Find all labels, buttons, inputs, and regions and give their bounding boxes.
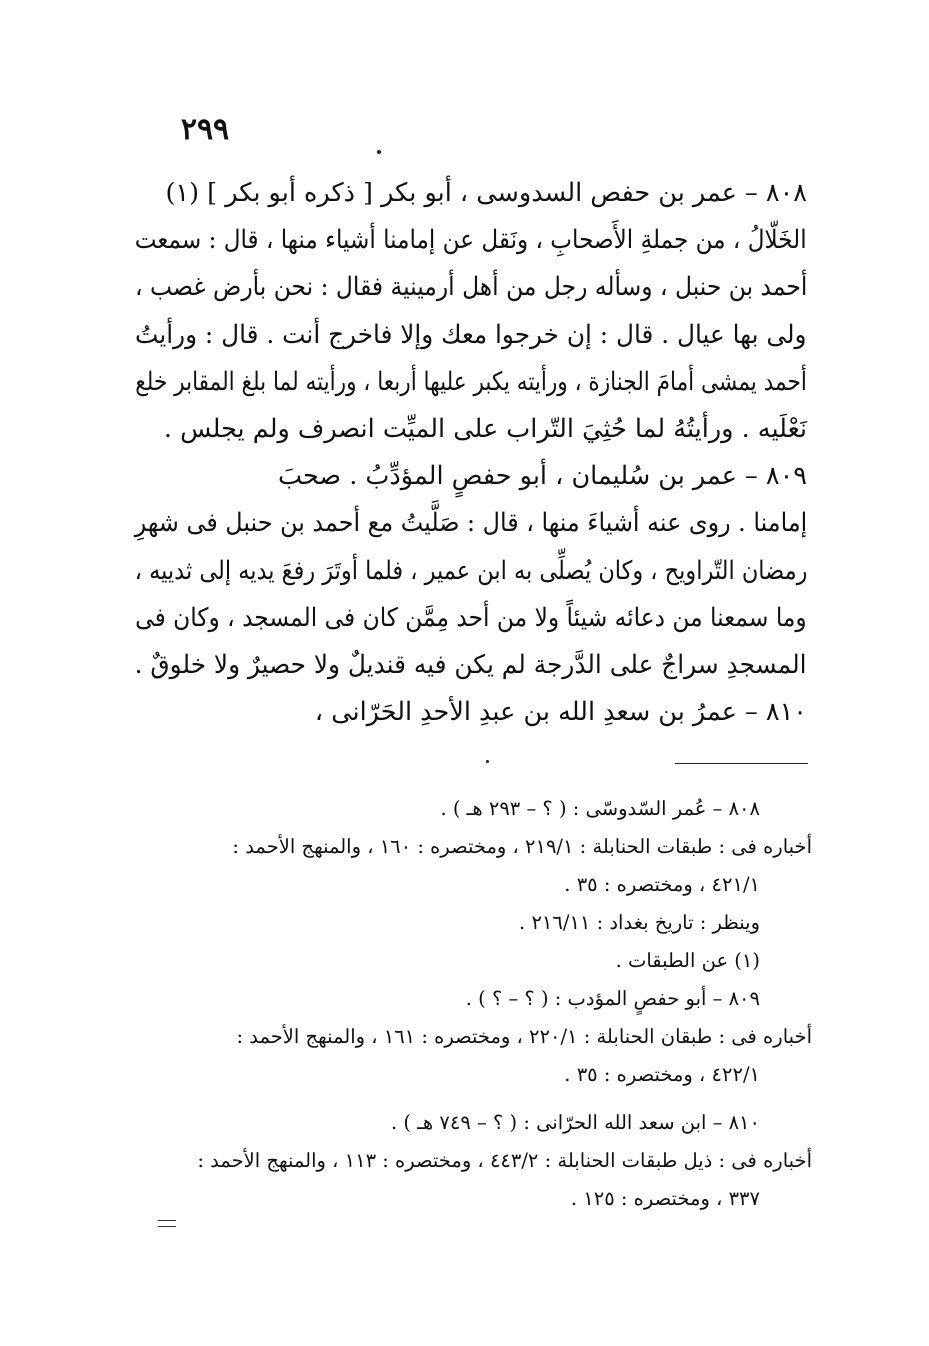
- text-line: أحمد يمشى أمامَ الجنازة ، ورأيته يكبر عليها أربعا ، ورأيته لما بلغ المقابر خلع: [135, 366, 807, 397]
- footnote-separator: [675, 763, 808, 764]
- note-line: أخباره فى : طبقان الحنابلة : ٢٢٠/١ ، ومختصره : ١٦١ ، والمنهج الأحمد :: [236, 1025, 812, 1048]
- text-line: ولى بها عيال . قال : إن خرجوا معك وإلا فاخرج أنت . قال : ورأيتُ: [135, 319, 807, 350]
- note-809: [140, 980, 812, 1094]
- entry-808: [135, 170, 807, 453]
- footnotes: [140, 790, 812, 1218]
- text-line: نَعْلَيه . ورأيتُهُ لما حُثِيَ التّراب على الميِّت انصرف ولم يجلس .: [163, 413, 807, 444]
- entry-810: [135, 689, 807, 736]
- note-heading: ٨١٠ – ابن سعد الله الحرّانى : ( ؟ – ٧٤٩ هـ ) .: [390, 1111, 760, 1134]
- note-heading: ٨٠٨ – عُمر السّدوسّى : ( ؟ – ٢٩٣ هـ ) .: [440, 797, 760, 820]
- footnote-1: (١) عن الطبقات .: [615, 949, 760, 972]
- note-line: وينظر : تاريخ بغداد : ٢١٦/١١ .: [519, 911, 760, 934]
- text-line: وما سمعنا من دعائه شيئاً ولا من أحد مِمَّن كان فى المسجد ، وكان فى: [135, 602, 807, 633]
- note-808: [140, 790, 812, 980]
- continuation-mark: [158, 1220, 176, 1232]
- print-speck: [377, 150, 381, 154]
- note-810: [140, 1104, 812, 1218]
- print-speck: [486, 760, 489, 763]
- note-line: ٤٢١/١ ، ومختصره : ٣٥ .: [564, 873, 760, 896]
- note-line: أخباره فى : ذيل طبقات الحنابلة : ٤٤٣/٢ ، ومختصره : ١١٣ ، والمنهج الأحمد :: [197, 1149, 812, 1172]
- entry-809: [135, 453, 807, 689]
- note-line: ٤٢٢/١ ، ومختصره : ٣٥ .: [564, 1063, 760, 1086]
- text-line: أحمد بن حنبل ، وسأله رجل من أهل أرمينية فقال : نحن بأرض غصب ،: [134, 272, 807, 303]
- note-heading: ٨٠٩ – أبو حفصٍ المؤدب : ( ؟ – ؟ ) .: [465, 987, 760, 1010]
- text-line: المسجدِ سراجٌ على الدَّرجة لم يكن فيه قنديلٌ ولا حصيرٌ ولا خلوقٌ .: [135, 649, 807, 680]
- page-number: ٢٩٩: [180, 112, 230, 147]
- text-line: ٨٠٨ – عمر بن حفص السدوسى ، أبو بكر [ ذكره أبو بكر ] (١): [165, 178, 807, 208]
- text-line: ٨٠٩ – عمر بن سُليمان ، أبو حفصٍ المؤدِّبُ . صحبَ: [277, 461, 807, 492]
- note-line: أخباره فى : طبقات الحنابلة : ٢١٩/١ ، ومختصره : ١٦٠ ، والمنهج الأحمد :: [232, 835, 812, 858]
- text-line: رمضان التّراويح ، وكان يُصلِّى به ابن عمير ، فلما أوتَرَ رفعَ يديه إلى ثدييه ،: [134, 555, 807, 586]
- text-line: الخَلّالُ ، من جملةِ الأَصحابِ ، ونَقل عن إمامنا أشياء منها ، قال : سمعت: [135, 225, 807, 256]
- text-line: إمامنا . روى عنه أشياءَ منها ، قال : صَلَّيتُ مع أحمد بن حنبل فى شهرِ: [134, 508, 807, 539]
- text-line: ٨١٠ – عمرُ بن سعدِ الله بن عبدِ الأحدِ الحَرّانى ،: [314, 697, 807, 728]
- main-text: [135, 170, 807, 736]
- continuation-bar: [158, 1226, 176, 1232]
- note-line: ٣٣٧ ، ومختصره : ١٢٥ .: [570, 1187, 760, 1210]
